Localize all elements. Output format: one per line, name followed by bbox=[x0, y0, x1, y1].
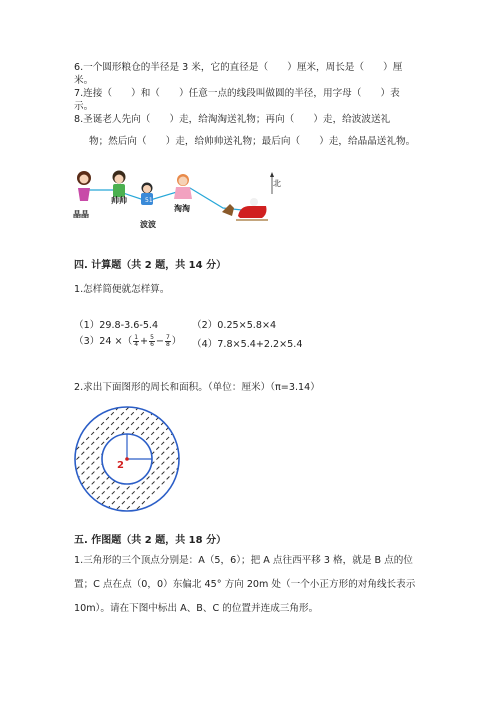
direction-map-svg bbox=[70, 168, 280, 230]
operator-plus: + bbox=[140, 336, 149, 347]
fraction-denominator: 4 bbox=[134, 340, 139, 348]
operator-minus: − bbox=[155, 336, 164, 347]
q6-line1: 6.一个圆形粮仓的半径是 3 米，它的直径是（ ）厘米，周长是（ ）厘 bbox=[74, 62, 403, 73]
calc-item-3-prefix: （3）24 ×（ bbox=[74, 336, 133, 347]
q8-line1: 8.圣诞老人先向（ ）走，给淘淘送礼物；再向（ ）走，给波波送礼 bbox=[74, 114, 391, 125]
taotao-figure bbox=[174, 174, 192, 199]
name-shuaishuai: 帅帅 bbox=[111, 196, 127, 205]
fraction-7-8 bbox=[165, 335, 171, 348]
q6-line2: 米。 bbox=[74, 75, 94, 86]
jingjing-figure bbox=[77, 171, 91, 201]
section5-line2: 置；C 点在点（0，0）东偏北 45° 方向 20m 处（一个小正方形的对角线长表示 bbox=[74, 579, 416, 590]
section5-line1: 1.三角形的三个顶点分别是：A（5，6）；把 A 点往西平移 3 格，就是 B 点的位 bbox=[74, 555, 413, 566]
calc-item-3 bbox=[74, 333, 181, 348]
name-taotao: 淘淘 bbox=[174, 204, 190, 213]
annulus-svg bbox=[72, 404, 182, 514]
q7-line2: 示。 bbox=[74, 101, 94, 112]
fraction-numerator: 5 bbox=[150, 333, 154, 341]
north-label: 北 bbox=[273, 179, 281, 188]
route-line bbox=[84, 188, 242, 210]
section4-q2: 2.求出下面图形的周长和面积。（单位：厘米）（π=3.14） bbox=[74, 382, 320, 393]
santa-sleigh bbox=[222, 198, 268, 220]
direction-map-figure bbox=[70, 168, 280, 230]
section4-q1: 1.怎样简便就怎样算。 bbox=[74, 284, 170, 295]
center-point bbox=[125, 457, 129, 461]
svg-text:51: 51 bbox=[145, 197, 153, 204]
calc-item-2: （2）0.25×5.8×4 bbox=[192, 320, 277, 331]
name-bobo: 波波 bbox=[140, 220, 156, 229]
calc-item-3-suffix: ） bbox=[171, 336, 182, 347]
bobo-figure bbox=[141, 183, 153, 206]
section5-title: 五. 作图题（共 2 题，共 18 分） bbox=[74, 535, 227, 546]
shuaishuai-figure bbox=[113, 171, 126, 198]
annulus-figure bbox=[72, 404, 182, 514]
fraction-denominator: 8 bbox=[165, 340, 170, 348]
section5-line3: 10m）。请在下图中标出 A、B、C 的位置并连成三角形。 bbox=[74, 603, 319, 614]
fraction-denominator: 6 bbox=[150, 340, 154, 348]
fraction-numerator: 7 bbox=[165, 333, 170, 341]
fraction-5-6 bbox=[149, 335, 155, 348]
figure-label-2: 2 bbox=[117, 460, 124, 471]
calc-item-4: （4）7.8×5.4+2.2×5.4 bbox=[192, 339, 303, 350]
fraction-1-4 bbox=[133, 335, 139, 348]
q7-line1: 7.连接（ ）和（ ）任意一点的线段叫做圆的半径，用字母（ ）表 bbox=[74, 88, 400, 99]
calc-item-1: （1）29.8-3.6-5.4 bbox=[74, 320, 159, 331]
name-jingjing: 晶晶 bbox=[73, 210, 89, 219]
fraction-numerator: 1 bbox=[134, 333, 139, 341]
section4-title: 四. 计算题（共 2 题，共 14 分） bbox=[74, 260, 227, 271]
q8-line2: 物；然后向（ ）走，给帅帅送礼物；最后向（ ）走，给晶晶送礼物。 bbox=[89, 136, 416, 147]
